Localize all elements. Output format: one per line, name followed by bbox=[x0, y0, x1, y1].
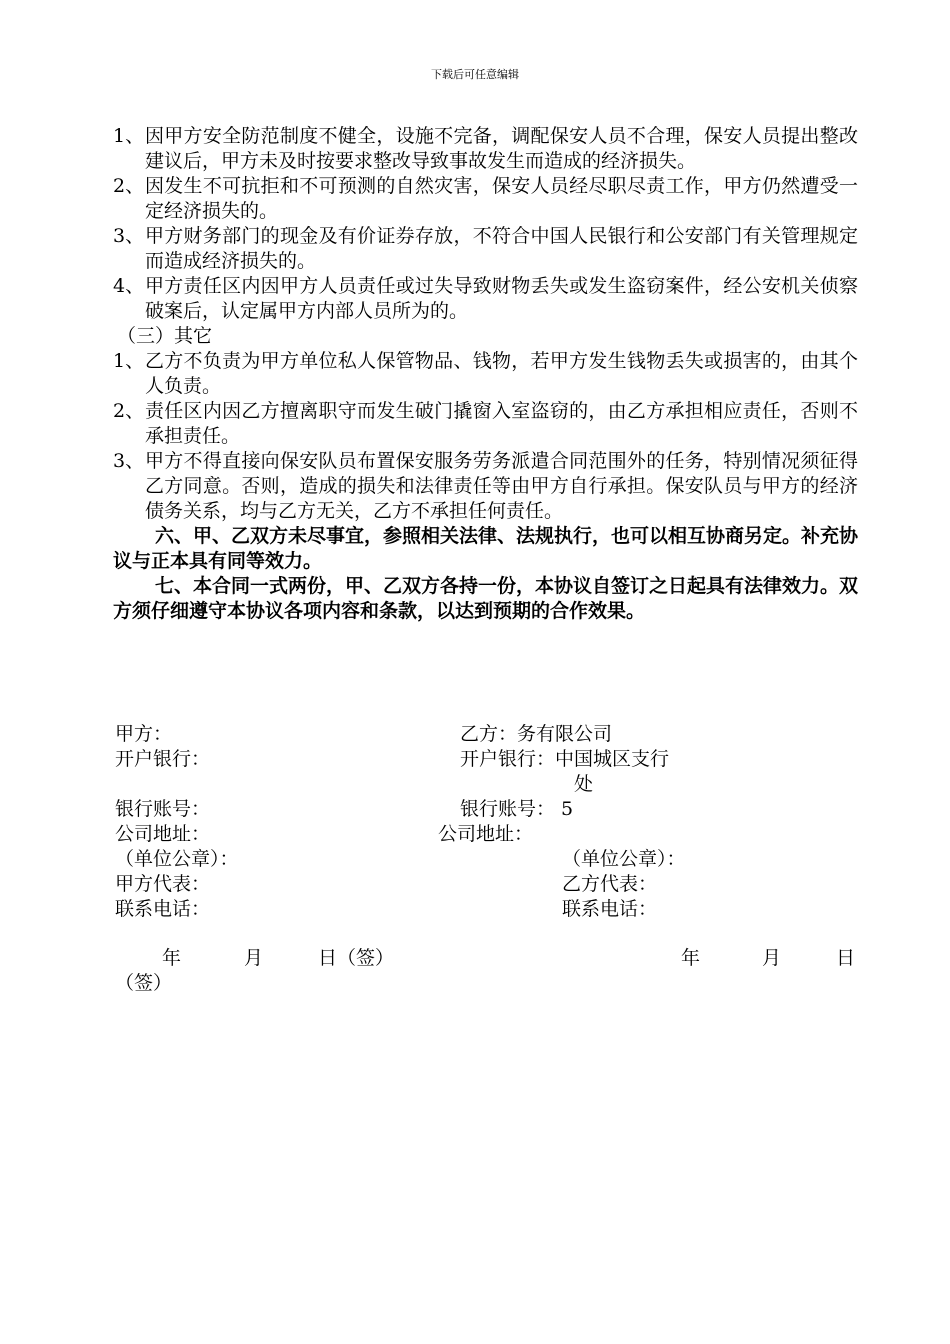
list-item bbox=[113, 349, 858, 399]
list-item bbox=[113, 124, 858, 174]
list-item bbox=[113, 274, 858, 324]
party-b-rep: 乙方代表： bbox=[562, 873, 658, 895]
section3-title: （三）其它 bbox=[117, 325, 213, 347]
contract-body bbox=[113, 124, 858, 624]
list-item bbox=[113, 399, 858, 449]
item-number: 1、 bbox=[113, 350, 145, 372]
item-number: 2、 bbox=[113, 175, 145, 197]
clause-7: 七、本合同一式两份，甲、乙双方各持一份，本协议自签订之日起具有法律效力。双方须仔细遵守本协议各项内容和条款，以达到预期的合作效果。 bbox=[113, 575, 859, 622]
date-a-year: 年 bbox=[162, 947, 182, 969]
date-b-year: 年 bbox=[681, 947, 701, 969]
sign-cont: （签） bbox=[115, 972, 173, 994]
date-a-day: 日（签） bbox=[318, 947, 395, 969]
party-a-account: 银行账号： bbox=[115, 798, 211, 820]
party-b-phone: 联系电话： bbox=[562, 898, 658, 920]
clause-6: 六、甲、乙双方未尽事宜，参照相关法律、法规执行，也可以相互协商另定。补充协议与正本具有同等效力。 bbox=[113, 525, 859, 572]
date-b-month: 月 bbox=[762, 947, 782, 969]
section2-list bbox=[113, 124, 858, 324]
party-a-name: 甲方： bbox=[115, 723, 173, 745]
item-text: 因甲方安全防范制度不健全，设施不完备，调配保安人员不合理，保安人员提出整改建议后，甲方未及时按要求整改导致事故发生而造成的经济损失。 bbox=[145, 125, 858, 172]
party-b-account: 银行账号： 5 bbox=[460, 798, 574, 820]
party-b-name: 乙方：务有限公司 bbox=[460, 723, 613, 745]
item-text: 责任区内因乙方擅离职守而发生破门撬窗入室盗窃的，由乙方承担相应责任，否则不承担责任。 bbox=[145, 400, 858, 447]
page-header: 下载后可任意编辑 bbox=[431, 68, 519, 81]
item-number: 4、 bbox=[113, 275, 145, 297]
party-b-bank: 开户银行：中国城区支行 bbox=[460, 748, 670, 770]
party-a-seal: （单位公章）： bbox=[115, 848, 239, 870]
item-text: 甲方不得直接向保安队员布置保安服务劳务派遣合同范围外的任务，特别情况须征得乙方同意。否则，造成的损失和法律责任等由甲方自行承担。保安队员与甲方的经济债务关系，均与乙方无关，乙方不承担任何责任。 bbox=[145, 450, 858, 522]
item-number: 3、 bbox=[113, 225, 145, 247]
list-item bbox=[113, 174, 858, 224]
date-a-month: 月 bbox=[244, 947, 264, 969]
item-text: 甲方财务部门的现金及有价证券存放，不符合中国人民银行和公安部门有关管理规定而造成经济损失的。 bbox=[145, 225, 858, 272]
item-text: 因发生不可抗拒和不可预测的自然灾害，保安人员经尽职尽责工作，甲方仍然遭受一定经济损失的。 bbox=[145, 175, 858, 222]
party-a-address: 公司地址： bbox=[115, 823, 211, 845]
item-text: 乙方不负责为甲方单位私人保管物品、钱物，若甲方发生钱物丢失或损害的，由其个人负责。 bbox=[145, 350, 858, 397]
item-text: 甲方责任区内因甲方人员责任或过失导致财物丢失或发生盗窃案件，经公安机关侦察破案后，认定属甲方内部人员所为的。 bbox=[145, 275, 858, 322]
item-number: 2、 bbox=[113, 400, 145, 422]
party-a-phone: 联系电话： bbox=[115, 898, 211, 920]
party-b-address: 公司地址： bbox=[438, 823, 534, 845]
item-number: 3、 bbox=[113, 450, 145, 472]
party-b-bank-cont: 处 bbox=[574, 773, 594, 795]
item-number: 1、 bbox=[113, 125, 145, 147]
party-a-rep: 甲方代表： bbox=[115, 873, 211, 895]
party-a-bank: 开户银行： bbox=[115, 748, 211, 770]
party-b-seal: （单位公章）： bbox=[562, 848, 686, 870]
date-b-day: 日 bbox=[836, 947, 856, 969]
list-item bbox=[113, 449, 858, 524]
section3-list bbox=[113, 349, 858, 524]
list-item bbox=[113, 224, 858, 274]
